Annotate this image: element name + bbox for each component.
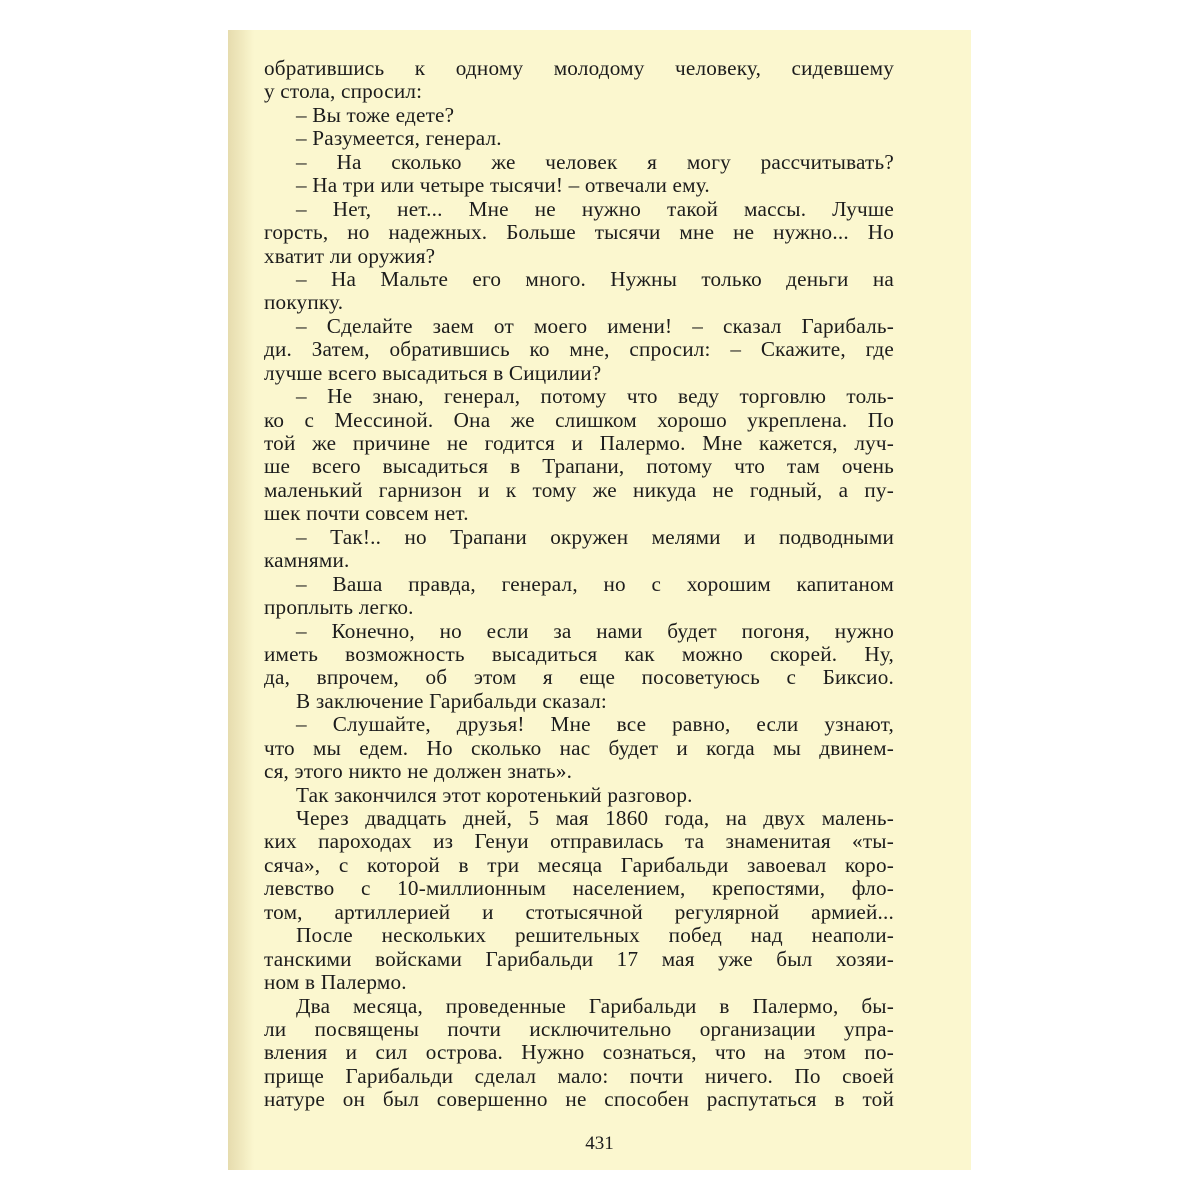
text-line: Через двадцать дней, 5 мая 1860 года, на двух малень- — [296, 806, 894, 830]
text-line: ких пароходах из Генуи отправилась та знаменитая «ты- — [264, 829, 894, 854]
text-line: – Конечно, но если за нами будет погоня, нужно — [296, 618, 894, 643]
text-line: у стола, спросил: — [264, 79, 423, 104]
text-line: танскими войсками Гарибальди 17 мая уже был хозяи- — [264, 946, 894, 971]
text-line: – Слушайте, друзья! Мне все равно, если узнают, — [296, 712, 894, 737]
text-line: хватит ли оружия? — [264, 243, 436, 268]
text-line: ли посвящены почти исключительно организации упра- — [264, 1016, 894, 1041]
text-line: камнями. — [264, 548, 350, 573]
text-line: горсть, но надежных. Больше тысячи мне не нужно... Но — [264, 220, 894, 245]
text-line: сяча», с которой в три месяца Гарибальди завоевал коро- — [264, 852, 894, 877]
text-line: шек почти совсем нет. — [264, 501, 469, 526]
page-number: 431 — [585, 1133, 614, 1154]
text-line: лучше всего высадиться в Сицилии? — [264, 360, 602, 385]
text-line: – Ваша правда, генерал, но с хорошим капитаном — [296, 571, 894, 596]
text-line: натуре он был совершенно не способен распутаться в той — [264, 1087, 894, 1112]
text-line: – На три или четыре тысячи! – отвечали ему. — [296, 173, 710, 198]
text-line: – Нет, нет... Мне не нужно такой массы. Лучше — [296, 196, 894, 221]
text-line: – На Мальте его много. Нужны только деньги на — [296, 266, 894, 291]
text-line: Так закончился этот коротенький разговор. — [296, 782, 693, 807]
text-line: ном в Палермо. — [264, 970, 407, 995]
text-line: маленький гарнизон и к тому же никуда не годный, а пу- — [264, 477, 894, 502]
text-line: ше всего высадиться в Трапани, потому что там очень — [264, 454, 894, 479]
text-line: После нескольких решительных побед над неаполи- — [296, 923, 894, 948]
text-line: обратившись к одному молодому человеку, сидевшему — [264, 56, 894, 80]
text-line: – Разумеется, генерал. — [296, 126, 502, 151]
text-line: иметь возможность высадиться как можно скорей. Ну, — [264, 641, 894, 666]
text-line: В заключение Гарибальди сказал: — [296, 688, 608, 713]
text-line: – Не знаю, генерал, потому что веду торговлю толь- — [296, 384, 894, 409]
text-line: ди. Затем, обратившись ко мне, спросил: – Скажите, где — [264, 337, 894, 362]
text-line: той же причине не годится и Палермо. Мне кажется, луч- — [264, 431, 894, 455]
text-line: ся, этого никто не должен знать». — [264, 759, 573, 784]
text-line: ко с Мессиной. Она же слишком хорошо укреплена. По — [264, 407, 894, 432]
text-line: вления и сил острова. Нужно сознаться, что на этом по- — [264, 1040, 894, 1065]
text-line: Два месяца, проведенные Гарибальди в Палермо, бы- — [296, 993, 894, 1018]
text-line: левство с 10-миллионным населением, крепостями, фло- — [264, 876, 894, 901]
text-line: – На сколько же человек я могу рассчитывать? — [296, 149, 894, 174]
text-line: что мы едем. Но сколько нас будет и когда мы двинем- — [264, 735, 894, 760]
text-line: да, впрочем, об этом я еще посоветуюсь с Биксио. — [264, 665, 894, 690]
text-line: покупку. — [264, 290, 344, 315]
body-text — [264, 57, 894, 1112]
text-line: проплыть легко. — [264, 595, 414, 620]
text-line: том, артиллерией и стотысячной регулярной армией... — [264, 899, 894, 924]
text-line: прище Гарибальди сделал мало: почти ничего. По своей — [264, 1063, 894, 1088]
book-page — [228, 30, 971, 1170]
text-line: – Вы тоже едете? — [296, 102, 455, 127]
text-line: – Так!.. но Трапани окружен мелями и подводными — [296, 524, 894, 549]
text-line: – Сделайте заем от моего имени! – сказал Гарибаль- — [296, 313, 894, 338]
page-gutter-shadow — [228, 30, 254, 1170]
